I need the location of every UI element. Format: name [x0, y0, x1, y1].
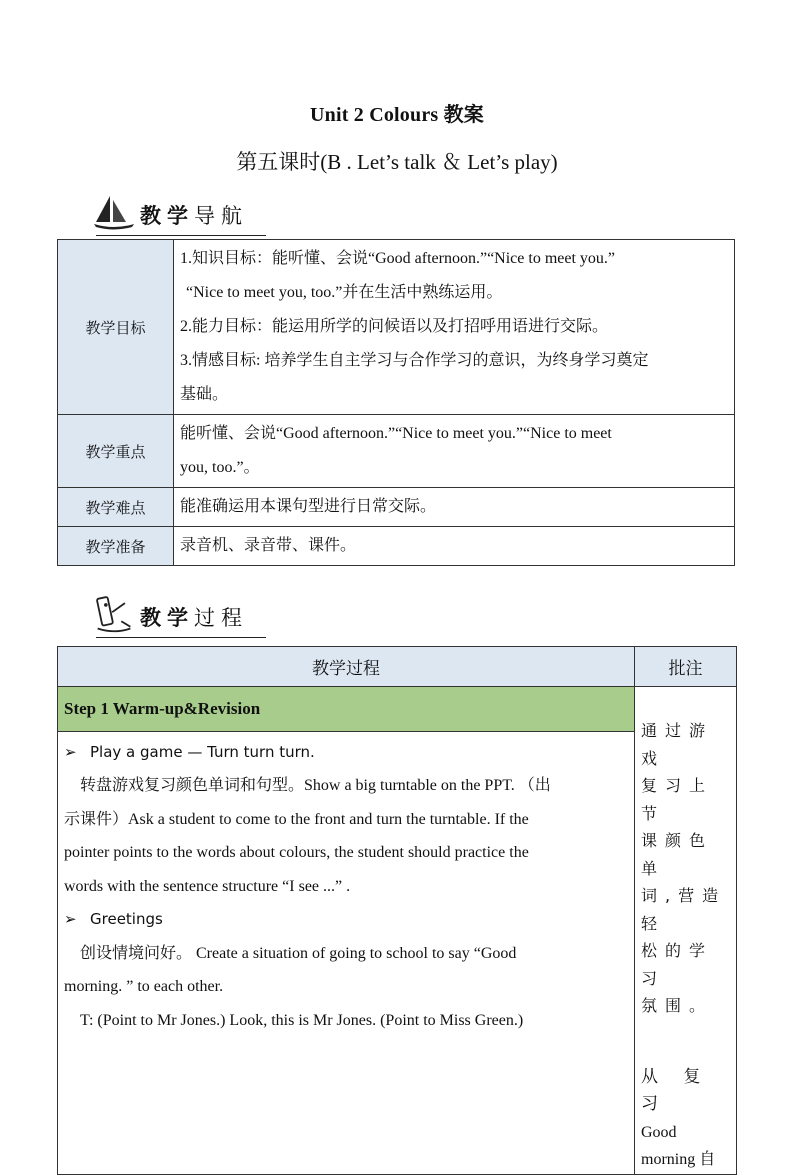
bullet-item: ➢ Play a game — Turn turn turn.	[64, 736, 628, 770]
step-title: Step 1 Warm-up&Revision	[58, 687, 635, 732]
note-line: 复习上节	[641, 776, 714, 823]
table-row	[58, 415, 735, 488]
text-line: morning. ” to each other.	[64, 978, 224, 996]
teaching-navigation-table	[57, 239, 735, 566]
note-line: morning 自	[641, 1151, 716, 1168]
sailboat-icon	[92, 192, 136, 232]
row-value	[174, 240, 735, 415]
text-line: 创设情境问好。 Create a situation of going to school to say “Good	[80, 944, 517, 962]
text-line: 示课件）Ask a student to come to the front and turn the turntable. If the	[64, 810, 529, 828]
row-label: 教学准备	[58, 527, 174, 566]
text-line: 基础。	[180, 386, 229, 403]
table-row	[58, 240, 735, 415]
text-line: 3.情感目标: 培养学生自主学习与合作学习的意识，为终身学习奠定	[180, 352, 649, 369]
arrow-bullet-icon: ➢	[64, 910, 77, 929]
section-header-navigation	[92, 192, 248, 232]
note-line: 松的学习	[641, 941, 714, 988]
table-row	[58, 527, 735, 566]
section-label-bold: 教学	[140, 606, 194, 630]
note-line: 从 复 习	[641, 1066, 711, 1114]
row-label: 教学目标	[58, 240, 174, 415]
arrow-bullet-icon: ➢	[64, 742, 77, 761]
table-row	[58, 687, 737, 732]
text-line: words with the sentence structure “I see ...” .	[64, 877, 351, 895]
page-title: Unit 2 Colours 教案	[310, 104, 484, 126]
table-row	[58, 488, 735, 527]
teaching-process-table	[57, 646, 737, 1175]
note-line: 氛围。	[641, 996, 714, 1015]
header-process: 教学过程	[58, 647, 635, 687]
notes-cell	[635, 687, 737, 1175]
header-notes: 批注	[635, 647, 737, 687]
section-header-process	[92, 594, 248, 634]
text-line: 能准确运用本课句型进行日常交际。	[180, 498, 437, 515]
row-label: 教学难点	[58, 488, 174, 527]
note-line: 课颜色单	[641, 831, 714, 878]
page-subtitle: 第五课时(B . Let’s talk ＆ Let’s play)	[236, 150, 558, 174]
text-line: 2.能力目标：能运用所学的问候语以及打招呼用语进行交际。	[180, 318, 609, 335]
text-line: 能听懂、会说“Good afternoon.”“Nice to meet you.”“Nice to meet	[180, 425, 612, 442]
text-line: 转盘游戏复习颜色单词和句型。Show a big turntable on the PPT. （出	[80, 777, 551, 795]
section-underline	[96, 235, 266, 237]
text-line: “Nice to meet you, too.”并在生活中熟练运用。	[186, 284, 503, 301]
row-value	[174, 527, 735, 566]
note-line: 通过游戏	[641, 721, 714, 768]
row-value	[174, 488, 735, 527]
section-underline	[96, 637, 266, 639]
row-label: 教学重点	[58, 415, 174, 488]
note-line: 词,营造轻	[641, 886, 727, 933]
text-line: T: (Point to Mr Jones.) Look, this is Mr Jones. (Point to Miss Green.)	[80, 1011, 524, 1029]
table-header-row	[58, 647, 737, 687]
note-line: Good	[641, 1123, 677, 1141]
row-value	[174, 415, 735, 488]
section-label-light: 导航	[194, 204, 248, 228]
text-line: you, too.”。	[180, 459, 260, 476]
section-label-light: 过程	[194, 606, 248, 630]
section-label-bold: 教学	[140, 204, 194, 228]
process-content	[58, 731, 635, 1174]
pencil-character-icon	[92, 594, 136, 634]
text-line: pointer points to the words about colours, the student should practice the	[64, 844, 529, 862]
text-line: 1.知识目标：能听懂、会说“Good afternoon.”“Nice to meet you.”	[180, 250, 616, 267]
bullet-item: ➢ Greetings	[64, 903, 628, 937]
text-line: 录音机、录音带、课件。	[180, 537, 357, 554]
